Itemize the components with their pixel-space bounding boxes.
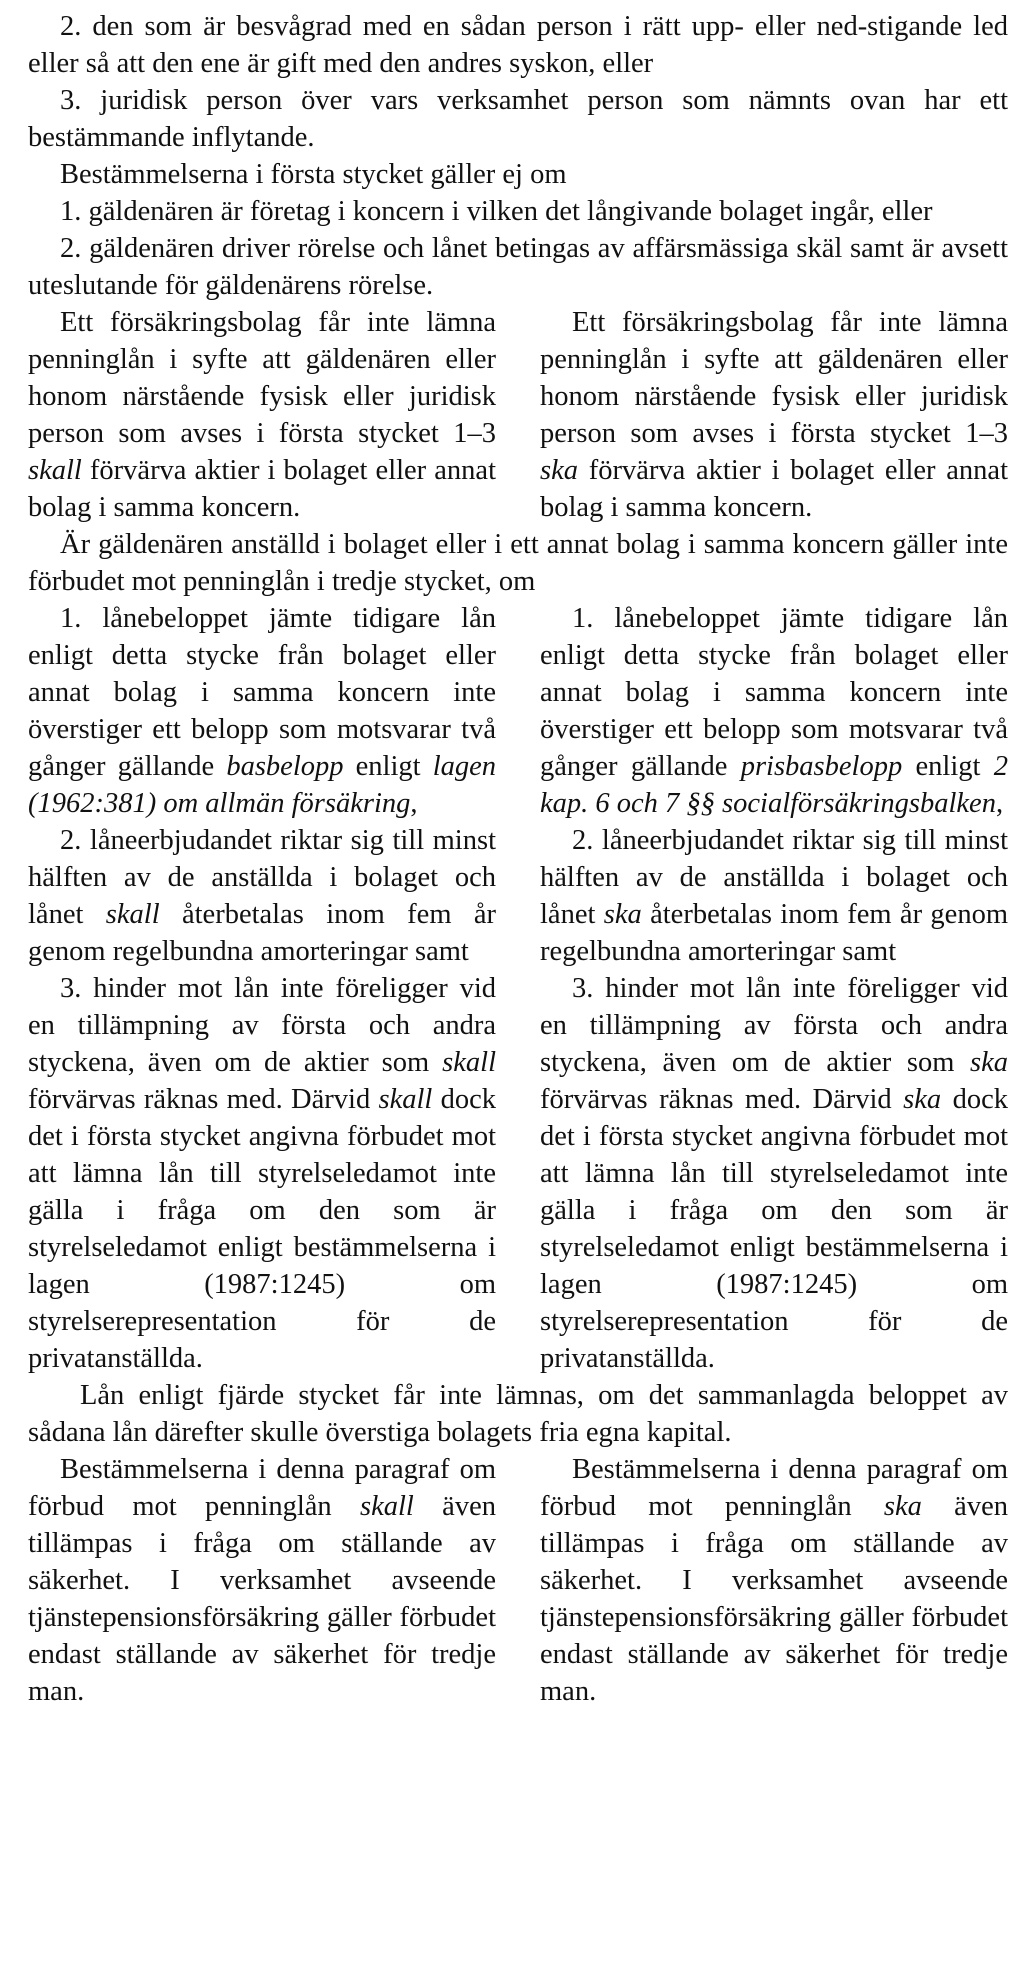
condition-3-current: 3. hinder mot lån inte föreligger vid en tillämpning av första och andra styckena, även om de aktier som skall förvärvas räknas med. Därvid skall dock det i första stycket angivna förbudet mot att lämna lån till styrelseledamot inte gälla i fråga om den som är styrelseledamot enligt bestämmelserna i lagen (1987:1245) om styrelserepresentation för de privatanställda. bbox=[28, 973, 496, 1374]
exception-item-2: 2. gäldenären driver rörelse och lånet betingas av affärsmässiga skäl samt är avsett uteslutande för gäldenärens rörelse. bbox=[28, 233, 1008, 301]
comparison-block-1 bbox=[28, 304, 1008, 526]
exceptions-lead: Bestämmelserna i första stycket gäller ej om bbox=[60, 159, 567, 190]
intro-item-3: 3. juridisk person över vars verksamhet person som nämnts ovan har ett bestämmande inflytande. bbox=[28, 85, 1008, 153]
exception-item-1: 1. gäldenären är företag i koncern i vilken det långivande bolaget ingår, eller bbox=[60, 196, 933, 227]
current-wording-column bbox=[28, 600, 496, 1377]
condition-2-current: 2. låneerbjudandet riktar sig till minst hälften av de anställda i bolaget och lånet skall återbetalas inom fem år genom regelbundna amorteringar samt bbox=[28, 825, 497, 967]
loan-purpose-paragraph-proposed: Ett försäkringsbolag får inte lämna penninglån i syfte att gäldenären eller honom närstående fysisk eller juridisk person som avses i första stycket 1–3 ska förvärva aktier i bolaget eller annat bolag i samma koncern. bbox=[540, 307, 1008, 523]
condition-2-proposed: 2. låneerbjudandet riktar sig till minst hälften av de anställda i bolaget och lånet ska återbetalas inom fem år genom regelbundna amorteringar samt bbox=[540, 825, 1008, 967]
security-paragraph-proposed: Bestämmelserna i denna paragraf om förbud mot penninglån ska även tillämpas i fråga om ställande av säkerhet. I verksamhet avseende tjänstepensionsförsäkring gäller förbudet endast ställande av säkerhet för tredje man. bbox=[540, 1454, 1008, 1707]
comparison-block-3 bbox=[28, 1451, 1008, 1710]
employee-exception-lead: Är gäldenären anställd i bolaget eller i ett annat bolag i samma koncern gäller inte förbudet mot penninglån i tredje stycket, om bbox=[28, 529, 1008, 597]
comparison-block-2 bbox=[28, 600, 1008, 1377]
condition-1-current: 1. lånebeloppet jämte tidigare lån enligt detta stycke från bolaget eller annat bolag i samma koncern inte överstiger ett belopp som motsvarar två gånger gällande basbelopp enligt lagen (1962:381) om allmän försäkring, bbox=[28, 603, 497, 819]
proposed-wording-column bbox=[540, 304, 1008, 526]
proposed-wording-column bbox=[540, 600, 1008, 1377]
current-wording-column bbox=[28, 304, 496, 526]
loan-cap-paragraph: Lån enligt fjärde stycket får inte lämnas, om det sammanlagda beloppet av sådana lån därefter skulle överstiga bolagets fria egna kapital. bbox=[28, 1380, 1008, 1448]
intro-item-2: 2. den som är besvågrad med en sådan person i rätt upp- eller ned-stigande led eller så att den ene är gift med den andres syskon, eller bbox=[28, 11, 1008, 79]
current-wording-column bbox=[28, 1451, 496, 1710]
condition-3-proposed: 3. hinder mot lån inte föreligger vid en tillämpning av första och andra styckena, även om de aktier som ska förvärvas räknas med. Därvid ska dock det i första stycket angivna förbudet mot att lämna lån till styrelseledamot inte gälla i fråga om den som är styrelseledamot enligt bestämmelserna i lagen (1987:1245) om styrelserepresentation för de privatanställda. bbox=[540, 973, 1008, 1374]
condition-1-proposed: 1. lånebeloppet jämte tidigare lån enligt detta stycke från bolaget eller annat bolag i samma koncern inte överstiger ett belopp som motsvarar två gånger gällande prisbasbelopp enligt 2 kap. 6 och 7 §§ socialförsäkringsbalken, bbox=[540, 603, 1008, 819]
security-paragraph-current: Bestämmelserna i denna paragraf om förbud mot penninglån skall även tillämpas i fråga om ställande av säkerhet. I verksamhet avseende tjänstepensionsförsäkring gäller förbudet endast ställande av säkerhet för tredje man. bbox=[28, 1454, 496, 1707]
loan-purpose-paragraph-current: Ett försäkringsbolag får inte lämna penninglån i syfte att gäldenären eller honom närstående fysisk eller juridisk person som avses i första stycket 1–3 skall förvärva aktier i bolaget eller annat bolag i samma koncern. bbox=[28, 307, 496, 523]
document-page bbox=[28, 8, 1008, 1710]
proposed-wording-column bbox=[540, 1451, 1008, 1710]
